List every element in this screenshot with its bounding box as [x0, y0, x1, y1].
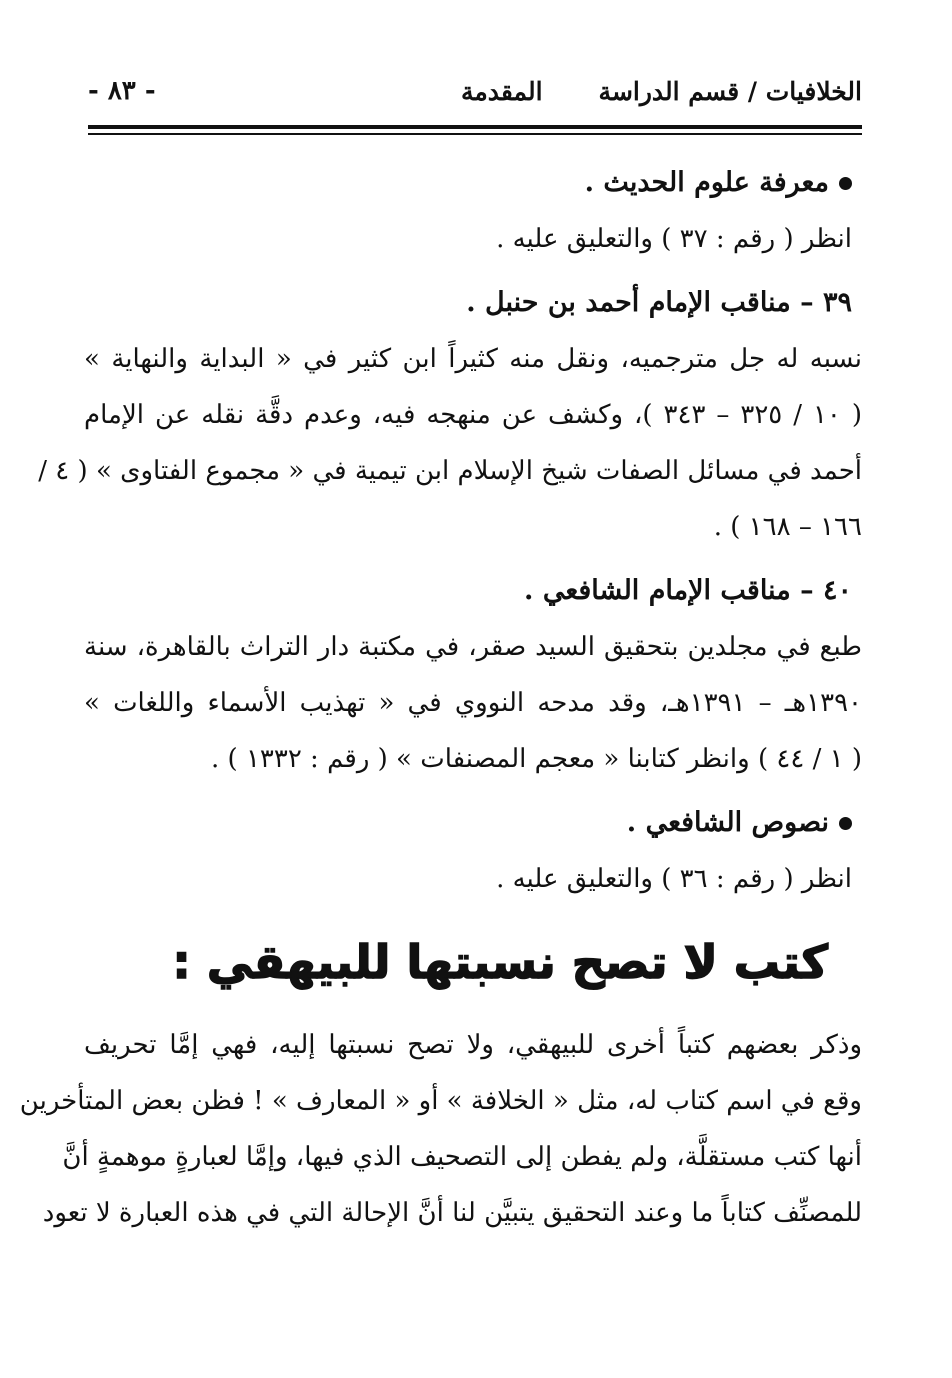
nusus-note: انظر ( رقم : ٣٦ ) والتعليق عليه . — [496, 864, 852, 894]
marifa-heading-text: معرفة علوم الحديث . — [584, 167, 829, 198]
page-content — [19, 155, 862, 1241]
section-line-1: وذكر بعضهم كتباً أخرى للبيهقي، ولا تصح نسبتها إليه، فهي إمَّا تحريف — [84, 1030, 862, 1060]
section-name: المقدمة — [460, 76, 543, 106]
item40-line-2: ١٣٩٠هـ – ١٣٩١هـ، وقد مدحه النووي في « تهذيب الأسماء واللغات » — [84, 688, 862, 718]
nusus-heading-text: نصوص الشافعي . — [626, 807, 829, 838]
header-titles — [461, 77, 862, 106]
section-line-2: وقع في اسم كتاب له، مثل « الخلافة » أو « المعارف » ! فظن بعض المتأخرين — [19, 1086, 862, 1116]
item39-line-2: ( ١٠ / ٣٢٥ – ٣٤٣ )، وكشف عن منهجه فيه، وعدم دقَّة نقله عن الإمام — [84, 400, 862, 430]
header-rule-thick — [88, 125, 862, 129]
item39-line-1: نسبه له جل مترجميه، ونقل منه كثيراً ابن كثير في « البداية والنهاية » — [84, 344, 862, 374]
marifa-heading — [84, 155, 862, 211]
item39-line-3: أحمد في مسائل الصفات شيخ الإسلام ابن تيمية في « مجموع الفتاوى » ( ٤ / — [38, 456, 862, 486]
bullet-icon — [839, 177, 852, 190]
nusus-heading — [84, 795, 862, 851]
section-line-4: للمصنِّف كتاباً ما وعند التحقيق يتبيَّن لنا أنَّ الإحالة التي في هذه العبارة لا تعود — [42, 1198, 862, 1228]
marifa-note: انظر ( رقم : ٣٧ ) والتعليق عليه . — [496, 224, 852, 254]
item40-heading: ٤٠ – مناقب الإمام الشافعي . — [524, 575, 852, 606]
item40-line-3: ( ١ / ٤٤ ) وانظر كتابنا « معجم المصنفات » ( رقم : ١٣٣٢ ) . — [211, 744, 862, 774]
section-line-3: أنها كتب مستقلَّة، ولم يفطن إلى التصحيف الذي فيها، وإمَّا لعبارةٍ موهمةٍ أنَّ — [62, 1142, 862, 1172]
item40-line-1: طبع في مجلدين بتحقيق السيد صقر، في مكتبة دار التراث بالقاهرة، سنة — [84, 632, 862, 662]
book-title: الخلافيات / قسم الدراسة — [598, 76, 862, 106]
header-rule-thin — [88, 133, 862, 135]
item39-line-4: ١٦٦ – ١٦٨ ) . — [713, 512, 862, 542]
running-header — [88, 66, 862, 116]
page-number: - ٨٣ - — [88, 76, 156, 106]
bullet-icon — [839, 817, 852, 830]
item39-heading: ٣٩ – مناقب الإمام أحمد بن حنبل . — [466, 287, 852, 318]
section-title: كتب لا تصح نسبتها للبيهقي : — [172, 935, 828, 989]
